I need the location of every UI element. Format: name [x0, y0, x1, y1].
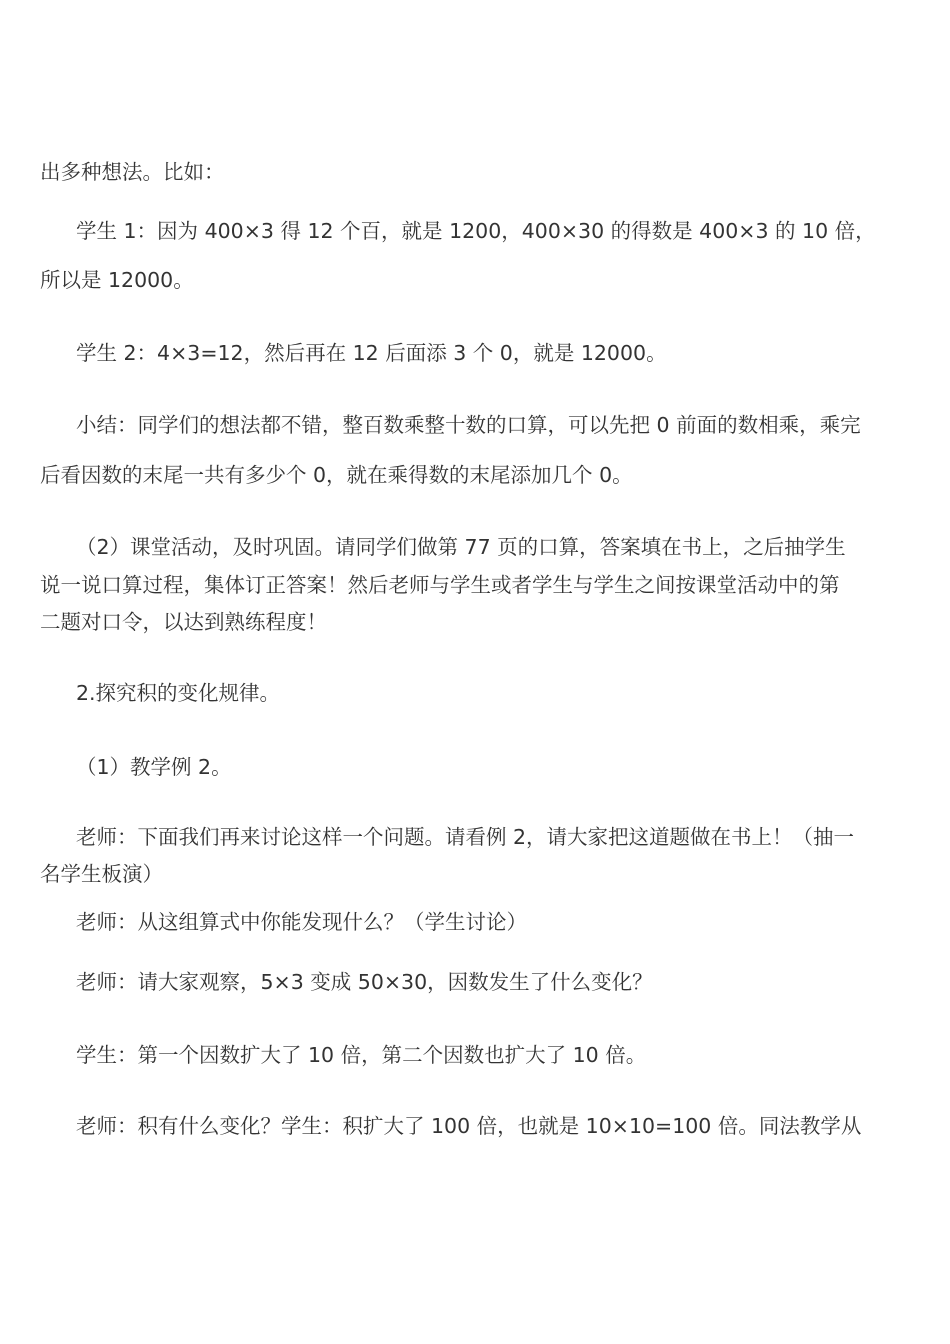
text-line: 2.探究积的变化规律。 — [76, 681, 281, 705]
text-line: 名学生板演） — [40, 862, 163, 886]
text-line: 老师：从这组算式中你能发现什么？（学生讨论） — [76, 910, 527, 934]
text-line: 所以是 12000。 — [40, 268, 194, 292]
text-line: 学生 2：4×3=12，然后再在 12 后面添 3 个 0，就是 12000。 — [76, 341, 667, 365]
text-line: 老师：积有什么变化？学生：积扩大了 100 倍，也就是 10×10=100 倍。同法教学从 — [76, 1114, 862, 1138]
text-line: 后看因数的末尾一共有多少个 0，就在乘得数的末尾添加几个 0。 — [40, 463, 633, 487]
text-line: 老师：下面我们再来讨论这样一个问题。请看例 2，请大家把这道题做在书上！（抽一 — [76, 825, 855, 849]
text-line: 老师：请大家观察，5×3 变成 50×30，因数发生了什么变化？ — [76, 970, 653, 994]
text-line: 学生：第一个因数扩大了 10 倍，第二个因数也扩大了 10 倍。 — [76, 1043, 647, 1067]
text-line: 学生 1：因为 400×3 得 12 个百，就是 1200，400×30 的得数是 400×3 的 10 倍， — [76, 219, 876, 243]
text-line: 出多种想法。比如： — [40, 160, 225, 184]
text-line: （2）课堂活动，及时巩固。请同学们做第 77 页的口算，答案填在书上，之后抽学生 — [76, 535, 846, 559]
text-line: 二题对口令，以达到熟练程度！ — [40, 610, 327, 634]
text-line: 小结：同学们的想法都不错，整百数乘整十数的口算，可以先把 0 前面的数相乘，乘完 — [76, 413, 861, 437]
text-line: （1）教学例 2。 — [76, 755, 232, 779]
text-line: 说一说口算过程，集体订正答案！然后老师与学生或者学生与学生之间按课堂活动中的第 — [40, 573, 840, 597]
